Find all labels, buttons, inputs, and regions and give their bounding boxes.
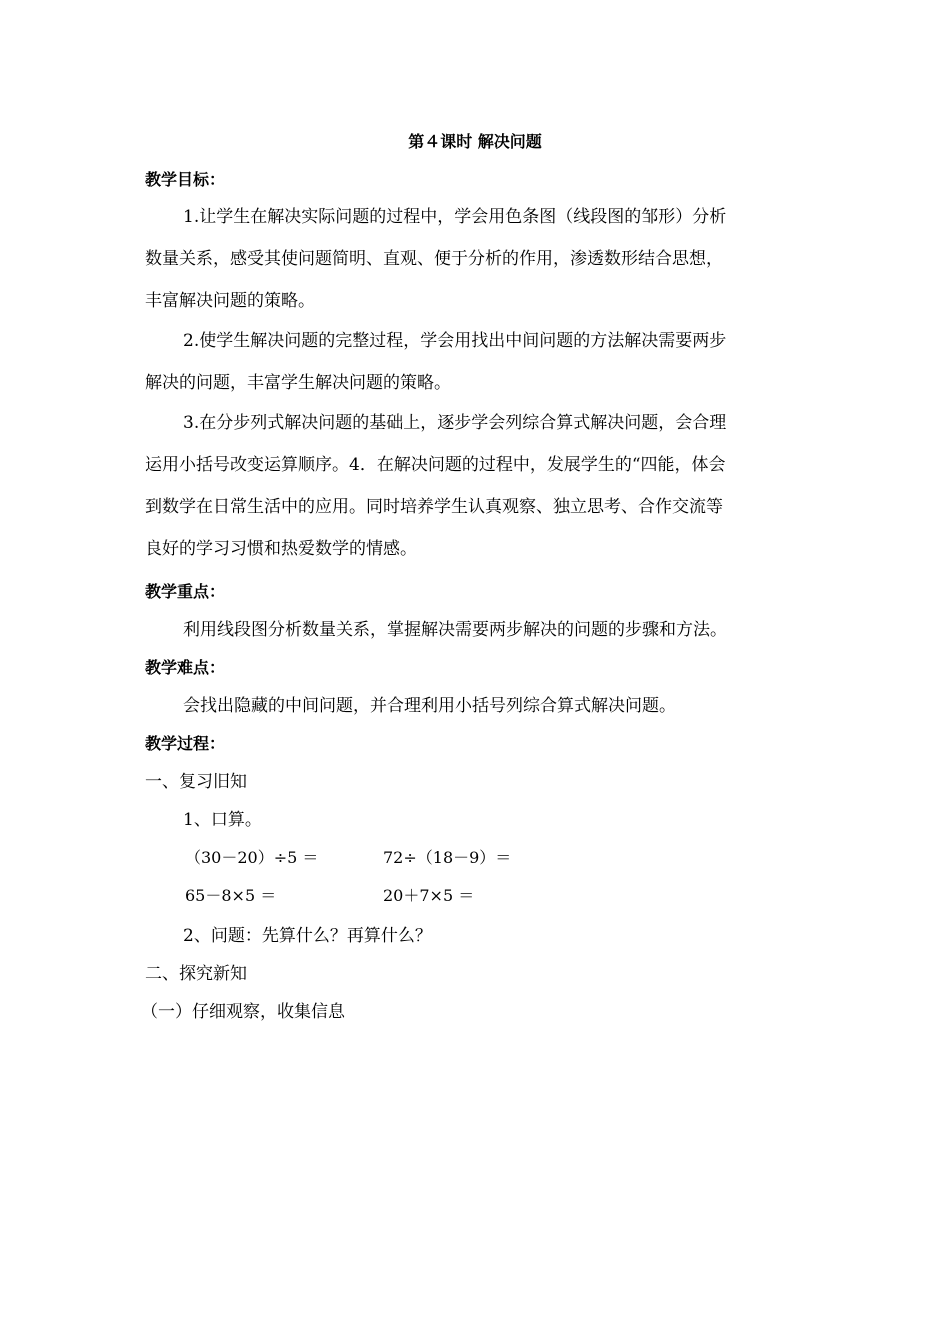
goal-item-1	[145, 196, 805, 322]
goal-item-3	[145, 402, 805, 570]
difficulties-heading: 教学难点：	[145, 658, 226, 677]
calc-expression: （30－20）÷5 ＝	[185, 848, 319, 867]
oral-calc-label: 1、口算。	[183, 810, 262, 830]
goal-3-line-4: 良好的学习习惯和热爱数学的情感。	[145, 539, 417, 559]
calc-expression: 72÷（18－9）＝	[383, 848, 512, 867]
teaching-goals-heading: 教学目标：	[145, 170, 226, 189]
goal-item-2	[145, 320, 805, 404]
section-review: 一、复习旧知	[145, 772, 247, 792]
process-heading: 教学过程：	[145, 734, 226, 753]
goal-1-line-3: 丰富解决问题的策略。	[145, 291, 315, 311]
goal-2-line-1: 2.使学生解决问题的完整过程，学会用找出中间问题的方法解决需要两步	[183, 331, 727, 351]
difficulties-text: 会找出隐藏的中间问题，并合理利用小括号列综合算式解决问题。	[183, 696, 676, 716]
goal-2-line-2: 解决的问题，丰富学生解决问题的策略。	[145, 373, 451, 393]
goal-3-line-2: 运用小括号改变运算顺序。4．在解决问题的过程中，发展学生的“四能，体会	[145, 455, 726, 475]
goal-3-line-1: 3.在分步列式解决问题的基础上，逐步学会列综合算式解决问题，会合理	[183, 413, 727, 433]
subsection-observe: （一）仔细观察，收集信息	[141, 1002, 345, 1022]
goal-1-line-2: 数量关系，感受其使问题简明、直观、便于分析的作用，渗透数形结合思想，	[145, 249, 723, 269]
goal-1-line-1: 1.让学生在解决实际问题的过程中，学会用色条图（线段图的邹形）分析	[183, 207, 727, 227]
key-points-heading: 教学重点：	[145, 582, 226, 601]
calc-expression: 65－8×5 ＝	[185, 886, 277, 905]
goal-3-line-3: 到数学在日常生活中的应用。同时培养学生认真观察、独立思考、合作交流等	[145, 497, 723, 517]
lesson-title: 第４课时 解决问题	[408, 132, 542, 151]
calc-expression: 20＋7×5 ＝	[383, 886, 475, 905]
section-explore: 二、探究新知	[145, 964, 247, 984]
key-points-text: 利用线段图分析数量关系，掌握解决需要两步解决的问题的步骤和方法。	[183, 620, 727, 640]
question-text: 2、问题：先算什么？再算什么？	[183, 926, 432, 946]
